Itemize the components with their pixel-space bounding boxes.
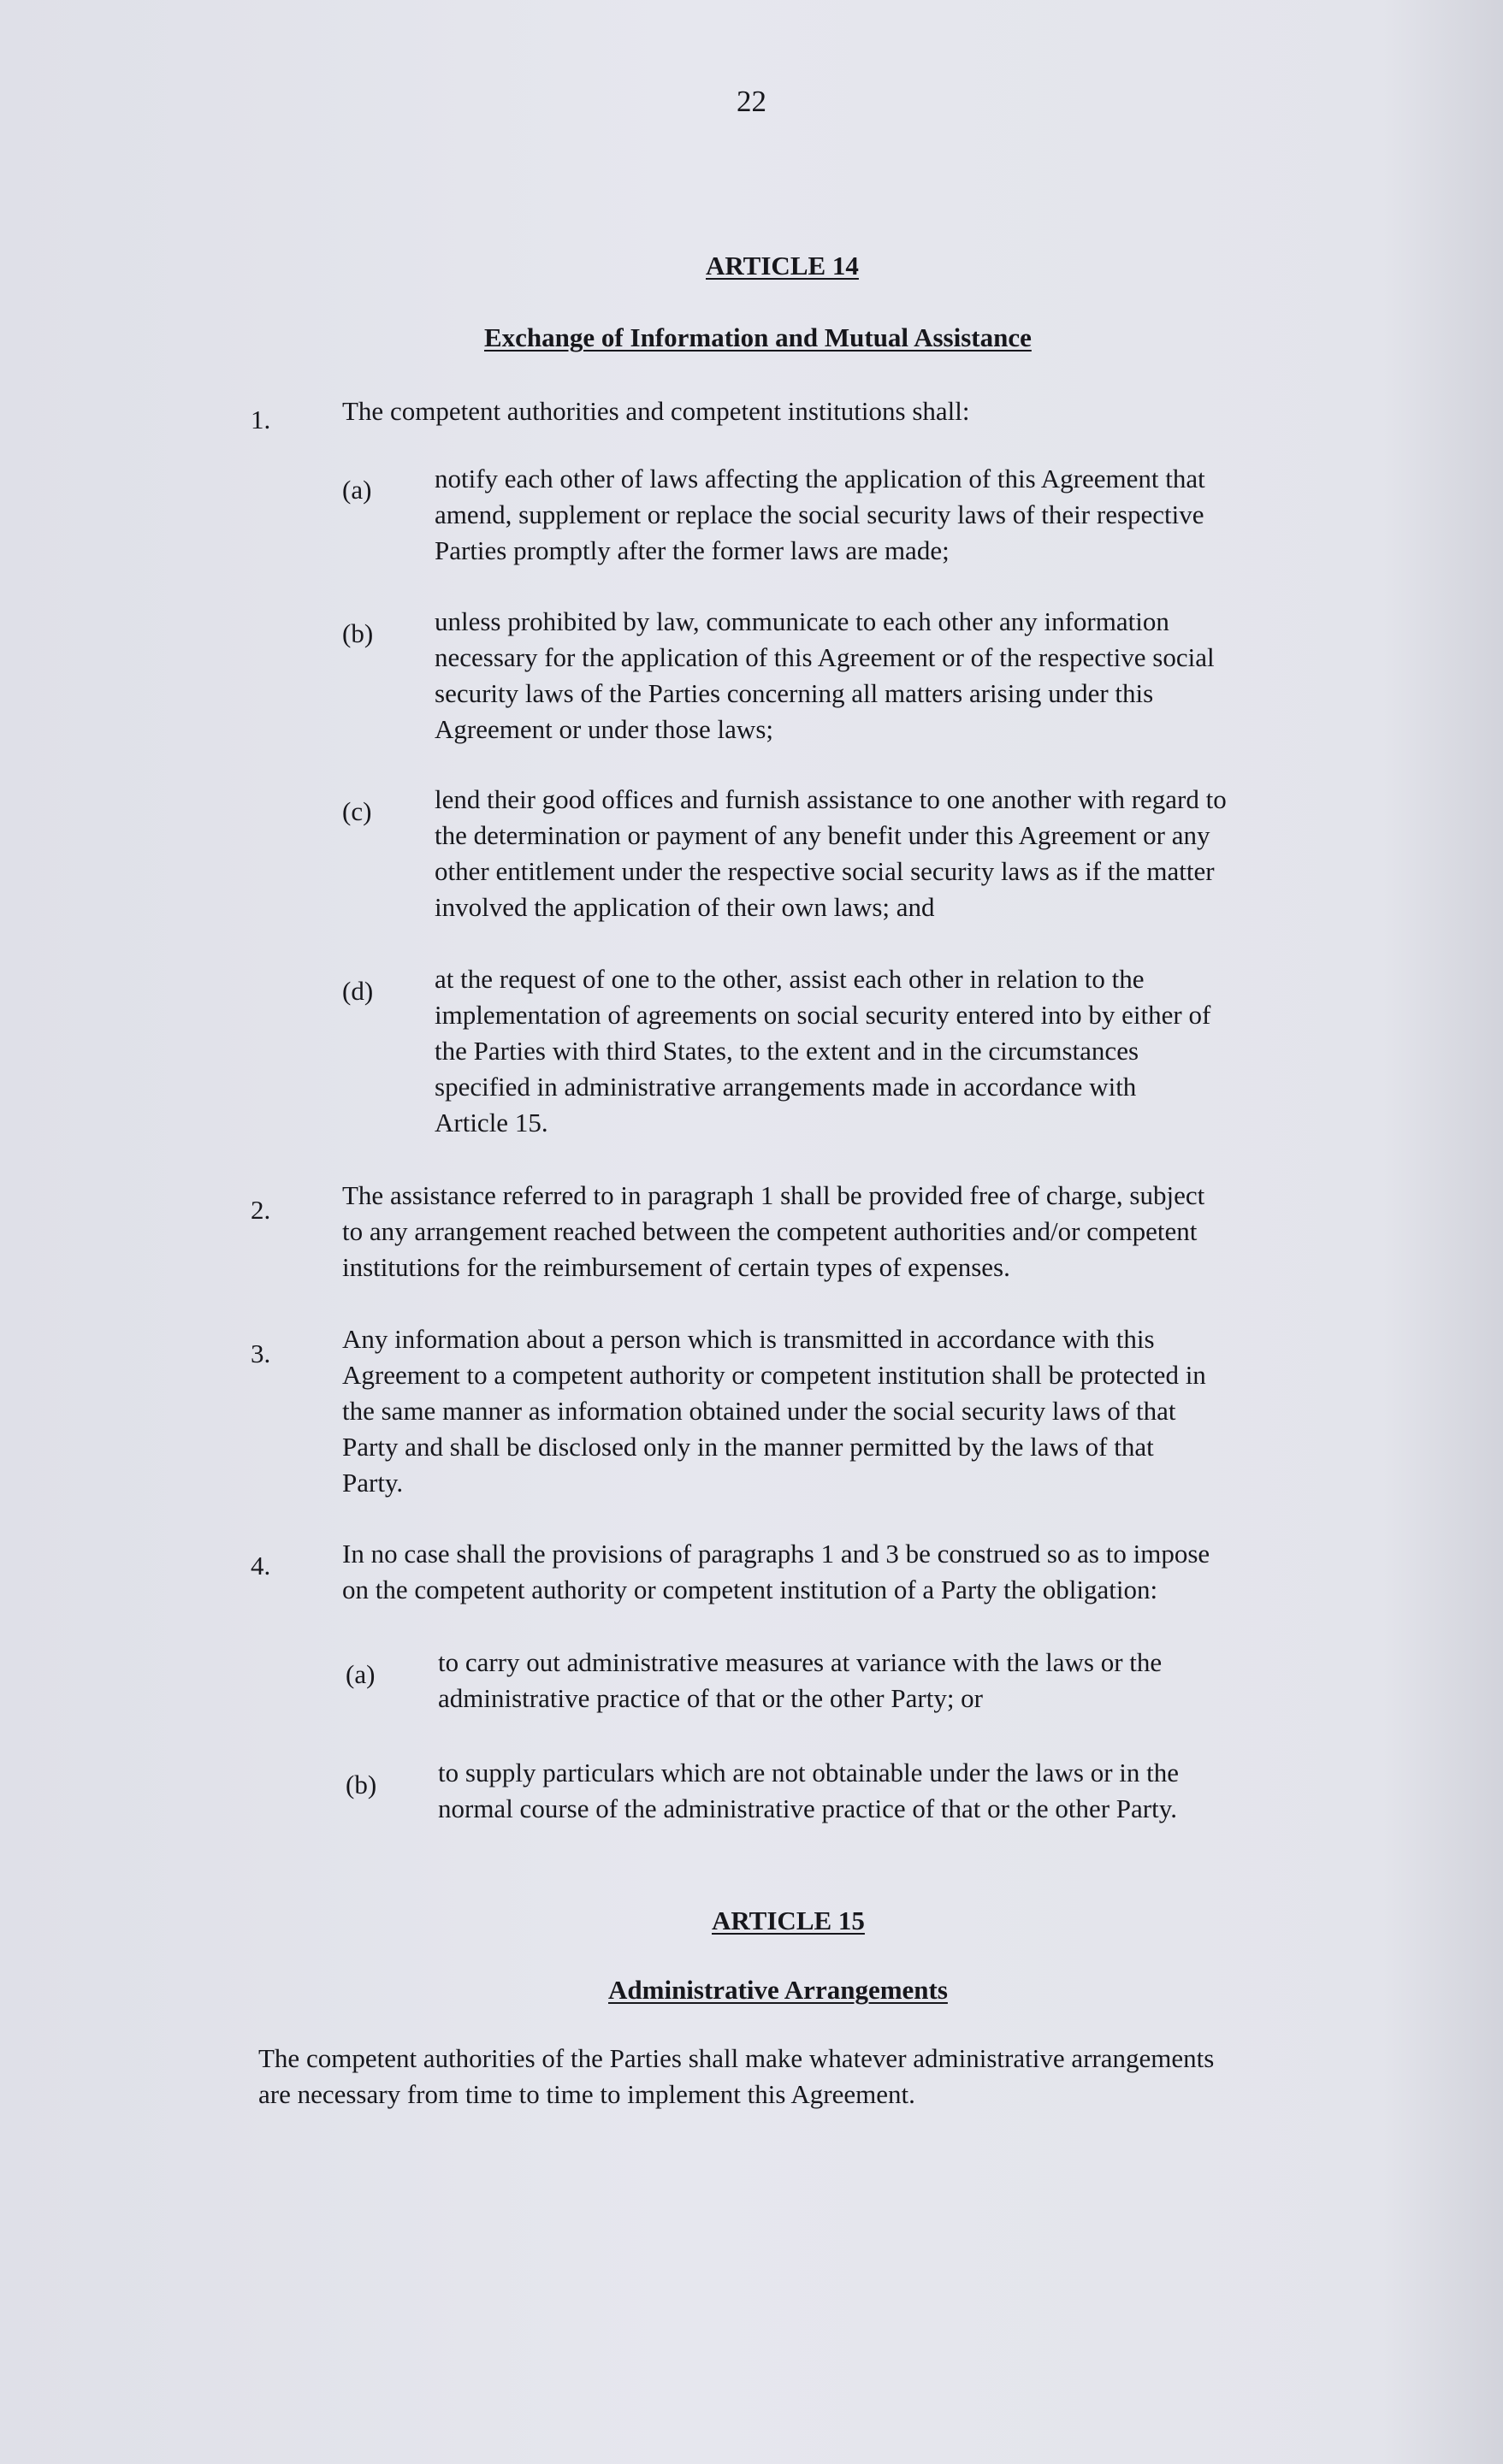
item-1d-marker: (d)	[342, 976, 374, 1006]
item-1c-marker: (c)	[342, 796, 372, 826]
article-15-heading: ARTICLE 15	[712, 1906, 865, 1935]
paragraph-1-number: 1.	[251, 405, 271, 434]
item-1a-marker: (a)	[342, 475, 372, 505]
page-number: 22	[737, 85, 766, 118]
paragraph-4-text: In no case shall the provisions of paragraphs 1 and 3 be construed so as to impose on the competent authority or competent institution of a Party the obligation:	[342, 1539, 1210, 1604]
item-4a-text: to carry out administrative measures at variance with the laws or the administrative practice of that or the other Party; or	[438, 1647, 1163, 1713]
article-15-text: The competent authorities of the Parties shall make whatever administrative arrangements are necessary from time to time to implement this Agreement.	[258, 2043, 1215, 2109]
item-1a-text: notify each other of laws affecting the application of this Agreement that amend, supplement or replace the social security laws of their respective Parties promptly after the former laws are made;	[435, 464, 1205, 565]
article-14-heading: ARTICLE 14	[706, 251, 859, 281]
paragraph-2-number: 2.	[251, 1195, 271, 1225]
item-1d-text: at the request of one to the other, assist each other in relation to the implementation of agreements on social security entered into by either of the Parties with third States, to the extent and in the circumstances specified in administrative arrangements made in accordance with Article 15.	[435, 964, 1211, 1137]
paragraph-3-number: 3.	[251, 1338, 271, 1368]
paragraph-3-text: Any information about a person which is transmitted in accordance with this Agreement to a competent authority or competent institution shall be protected in the same manner as information obtained under the social security laws of that Party and shall be disclosed only in the manner permitted by the laws of that Party.	[342, 1324, 1206, 1498]
paragraph-4-number: 4.	[251, 1551, 271, 1581]
item-4b-text: to supply particulars which are not obtainable under the laws or in the normal course of the administrative practice of that or the other Party.	[438, 1758, 1180, 1823]
item-1b-text: unless prohibited by law, communicate to each other any information necessary for the application of this Agreement or of the respective social security laws of the Parties concerning all matters arising under this Agreement or under those laws;	[435, 606, 1215, 744]
item-4a-marker: (a)	[346, 1659, 376, 1689]
paragraph-1-text: The competent authorities and competent institutions shall:	[342, 396, 970, 426]
item-1c-text: lend their good offices and furnish assistance to one another with regard to the determination or payment of any benefit under this Agreement or any other entitlement under the respective social security laws as if the matter involved the application of their own laws; and	[435, 784, 1227, 922]
paragraph-2-text: The assistance referred to in paragraph 1 shall be provided free of charge, subject to any arrangement reached between the competent authorities and/or competent institutions for the reimbursement of certain types of expenses.	[342, 1180, 1205, 1282]
item-1b-marker: (b)	[342, 618, 374, 648]
item-4b-marker: (b)	[346, 1770, 377, 1799]
article-14-subheading: Exchange of Information and Mutual Assistance	[484, 322, 1032, 352]
article-15-subheading: Administrative Arrangements	[608, 1975, 948, 2005]
